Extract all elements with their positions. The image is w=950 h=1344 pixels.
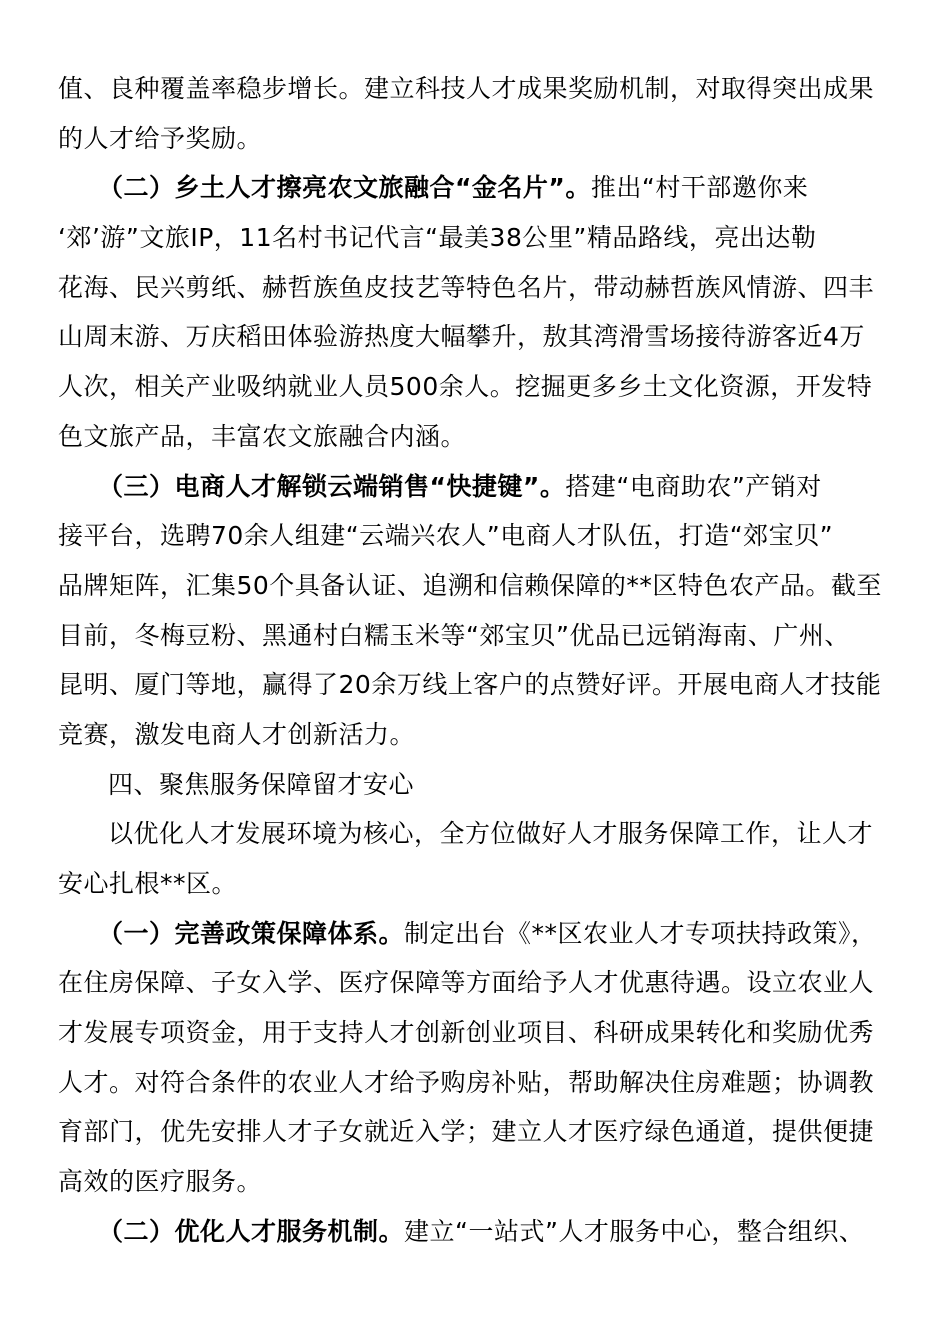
text-line bbox=[58, 859, 892, 909]
line-text: 建立“一站式”人才服务中心，整合组织、 bbox=[404, 1216, 865, 1246]
line-text: ‘郊’游”文旅IP，11名村书记代言“最美38公里”精品路线，亮出达勒 bbox=[58, 223, 817, 253]
text-line bbox=[58, 64, 892, 114]
text-line bbox=[58, 263, 892, 313]
line-text: 昆明、厦门等地，赢得了20余万线上客户的点赞好评。开展电商人才技能 bbox=[58, 670, 882, 700]
line-text: 推出“村干部邀你来 bbox=[590, 173, 809, 203]
document-body bbox=[58, 64, 892, 1257]
line-text: 山周末游、万庆稻田体验游热度大幅攀升，敖其湾滑雪场接待游客近4万 bbox=[58, 322, 865, 352]
text-line bbox=[58, 760, 892, 810]
paragraph-heading: （三）电商人才解锁云端销售“快捷键”。 bbox=[98, 471, 566, 501]
text-line bbox=[58, 114, 892, 164]
document-page bbox=[58, 64, 892, 1257]
paragraph-heading: （一）完善政策保障体系。 bbox=[98, 918, 405, 948]
line-text: 人才。对符合条件的农业人才给予购房补贴，帮助解决住房难题；协调教 bbox=[58, 1067, 875, 1097]
text-line bbox=[58, 412, 892, 462]
text-line bbox=[58, 312, 892, 362]
paragraph-heading: （二）乡土人才擦亮农文旅融合“金名片”。 bbox=[98, 173, 591, 203]
line-text: 才发展专项资金，用于支持人才创新创业项目、科研成果转化和奖励优秀 bbox=[58, 1018, 875, 1048]
text-line bbox=[58, 462, 892, 512]
text-line bbox=[58, 1008, 892, 1058]
line-text: 人次，相关产业吸纳就业人员500余人。挖掘更多乡土文化资源，开发特 bbox=[58, 372, 873, 402]
line-text: 的人才给予奖励。 bbox=[58, 123, 263, 153]
line-text: 品牌矩阵，汇集50个具备认证、追溯和信赖保障的**区特色农产品。截至 bbox=[58, 570, 882, 600]
text-line bbox=[58, 1058, 892, 1108]
line-text: 育部门，优先安排人才子女就近入学；建立人才医疗绿色通道，提供便捷 bbox=[58, 1117, 875, 1147]
line-text: 以优化人才发展环境为核心，全方位做好人才服务保障工作，让人才 bbox=[108, 819, 874, 849]
text-line bbox=[58, 958, 892, 1008]
line-text: 花海、民兴剪纸、赫哲族鱼皮技艺等特色名片，带动赫哲族风情游、四丰 bbox=[58, 272, 875, 302]
text-line bbox=[58, 1107, 892, 1157]
line-text: 色文旅产品，丰富农文旅融合内涵。 bbox=[58, 421, 467, 451]
line-text: 目前，冬梅豆粉、黑通村白糯玉米等“郊宝贝”优品已远销海南、广州、 bbox=[58, 620, 850, 650]
text-line bbox=[58, 362, 892, 412]
text-line bbox=[58, 213, 892, 263]
paragraph-heading: （二）优化人才服务机制。 bbox=[98, 1216, 405, 1246]
line-text: 值、良种覆盖率稳步增长。建立科技人才成果奖励机制，对取得突出成果 bbox=[58, 74, 875, 103]
line-text: 竞赛，激发电商人才创新活力。 bbox=[58, 719, 416, 749]
text-line bbox=[58, 809, 892, 859]
text-line bbox=[58, 710, 892, 760]
line-text: 搭建“电商助农”产销对 bbox=[565, 471, 822, 501]
text-line bbox=[58, 660, 892, 710]
line-text: 高效的医疗服务。 bbox=[58, 1167, 263, 1197]
line-text: 安心扎根**区。 bbox=[58, 869, 238, 898]
line-text: 接平台，选聘70余人组建“云端兴农人”电商人才队伍，打造“郊宝贝” bbox=[58, 521, 834, 551]
text-line bbox=[58, 1157, 892, 1207]
text-line bbox=[58, 909, 892, 959]
text-line bbox=[58, 163, 892, 213]
text-line bbox=[58, 511, 892, 561]
line-text: 在住房保障、子女入学、医疗保障等方面给予人才优惠待遇。设立农业人 bbox=[58, 968, 875, 998]
text-line bbox=[58, 611, 892, 661]
line-text: 制定出台《**区农业人才专项扶持政策》， bbox=[404, 918, 877, 948]
text-line bbox=[58, 561, 892, 611]
line-text: 四、聚焦服务保障留才安心 bbox=[108, 769, 415, 799]
text-line bbox=[58, 1207, 892, 1257]
